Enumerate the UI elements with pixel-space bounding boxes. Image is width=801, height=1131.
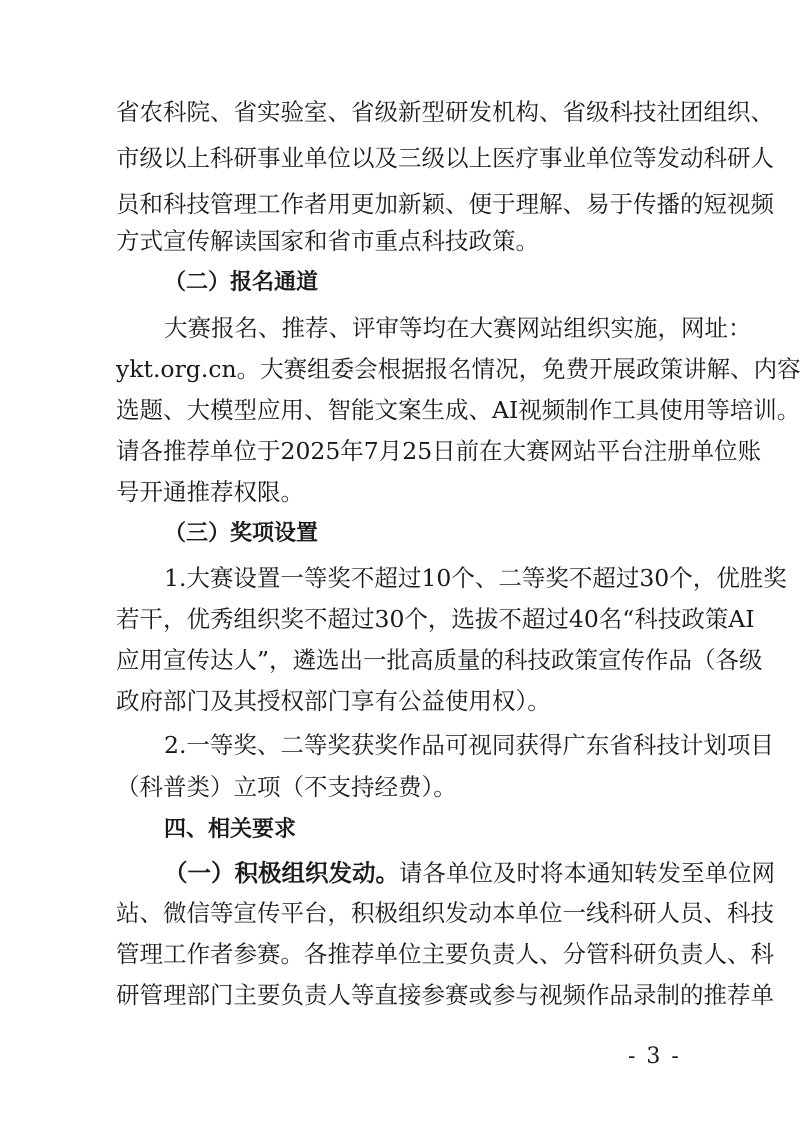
page-number: - 3 - <box>628 1044 681 1069</box>
body-text-line: 省农科院、省实验室、省级新型研发机构、省级科技社团组织、 <box>116 98 774 126</box>
body-text-line: ykt.org.cn。大赛组委会根据报名情况，免费开展政策讲解、内容 <box>116 355 801 383</box>
body-text-line: （科普类）立项（不支持经费）。 <box>116 773 457 801</box>
body-text-line: 2.一等奖、二等奖获奖作品可视同获得广东省科技计划项目 <box>164 731 774 759</box>
body-text-line: 站、微信等宣传平台，积极组织发动本单位一线科研人员、科技 <box>116 899 774 927</box>
inline-bold-heading: （一）积极组织发动。 <box>164 859 399 887</box>
body-text-line: 方式宣传解读国家和省市重点科技政策。 <box>116 227 539 255</box>
body-text-line: 研管理部门主要负责人等直接参赛或参与视频作品录制的推荐单 <box>116 981 774 1009</box>
body-text-line: 1.大赛设置一等奖不超过10个、二等奖不超过30个，优胜奖 <box>164 564 787 592</box>
body-text-line <box>164 858 775 888</box>
body-text-line: 市级以上科研事业单位以及三级以上医疗事业单位等发动科研人 <box>116 144 774 172</box>
inline-text: 请各单位及时将本通知转发至单位网 <box>399 859 775 887</box>
body-text-line: 请各推荐单位于2025年7月25日前在大赛网站平台注册单位账 <box>116 437 762 465</box>
body-text-line: 应用宣传达人”，遴选出一批高质量的科技政策宣传作品（各级 <box>116 646 763 674</box>
body-text-line: 管理工作者参赛。各推荐单位主要负责人、分管科研负责人、科 <box>116 940 774 968</box>
body-text-line: 号开通推荐权限。 <box>116 478 304 506</box>
section-heading-requirements: 四、相关要求 <box>164 817 297 842</box>
body-text-line: 员和科技管理工作者用更加新颖、便于理解、易于传播的短视频 <box>116 190 774 218</box>
body-text-line: 大赛报名、推荐、评审等均在大赛网站组织实施，网址： <box>164 314 752 342</box>
body-text-line: 政府部门及其授权部门享有公益使用权）。 <box>116 687 551 715</box>
section-heading-registration: （二）报名通道 <box>164 270 319 295</box>
body-text-line: 选题、大模型应用、智能文案生成、AI视频制作工具使用等培训。 <box>116 396 801 424</box>
section-heading-awards: （三）奖项设置 <box>164 521 319 546</box>
body-text-line: 若干，优秀组织奖不超过30个，选拔不超过40名“科技政策AI <box>116 605 755 633</box>
